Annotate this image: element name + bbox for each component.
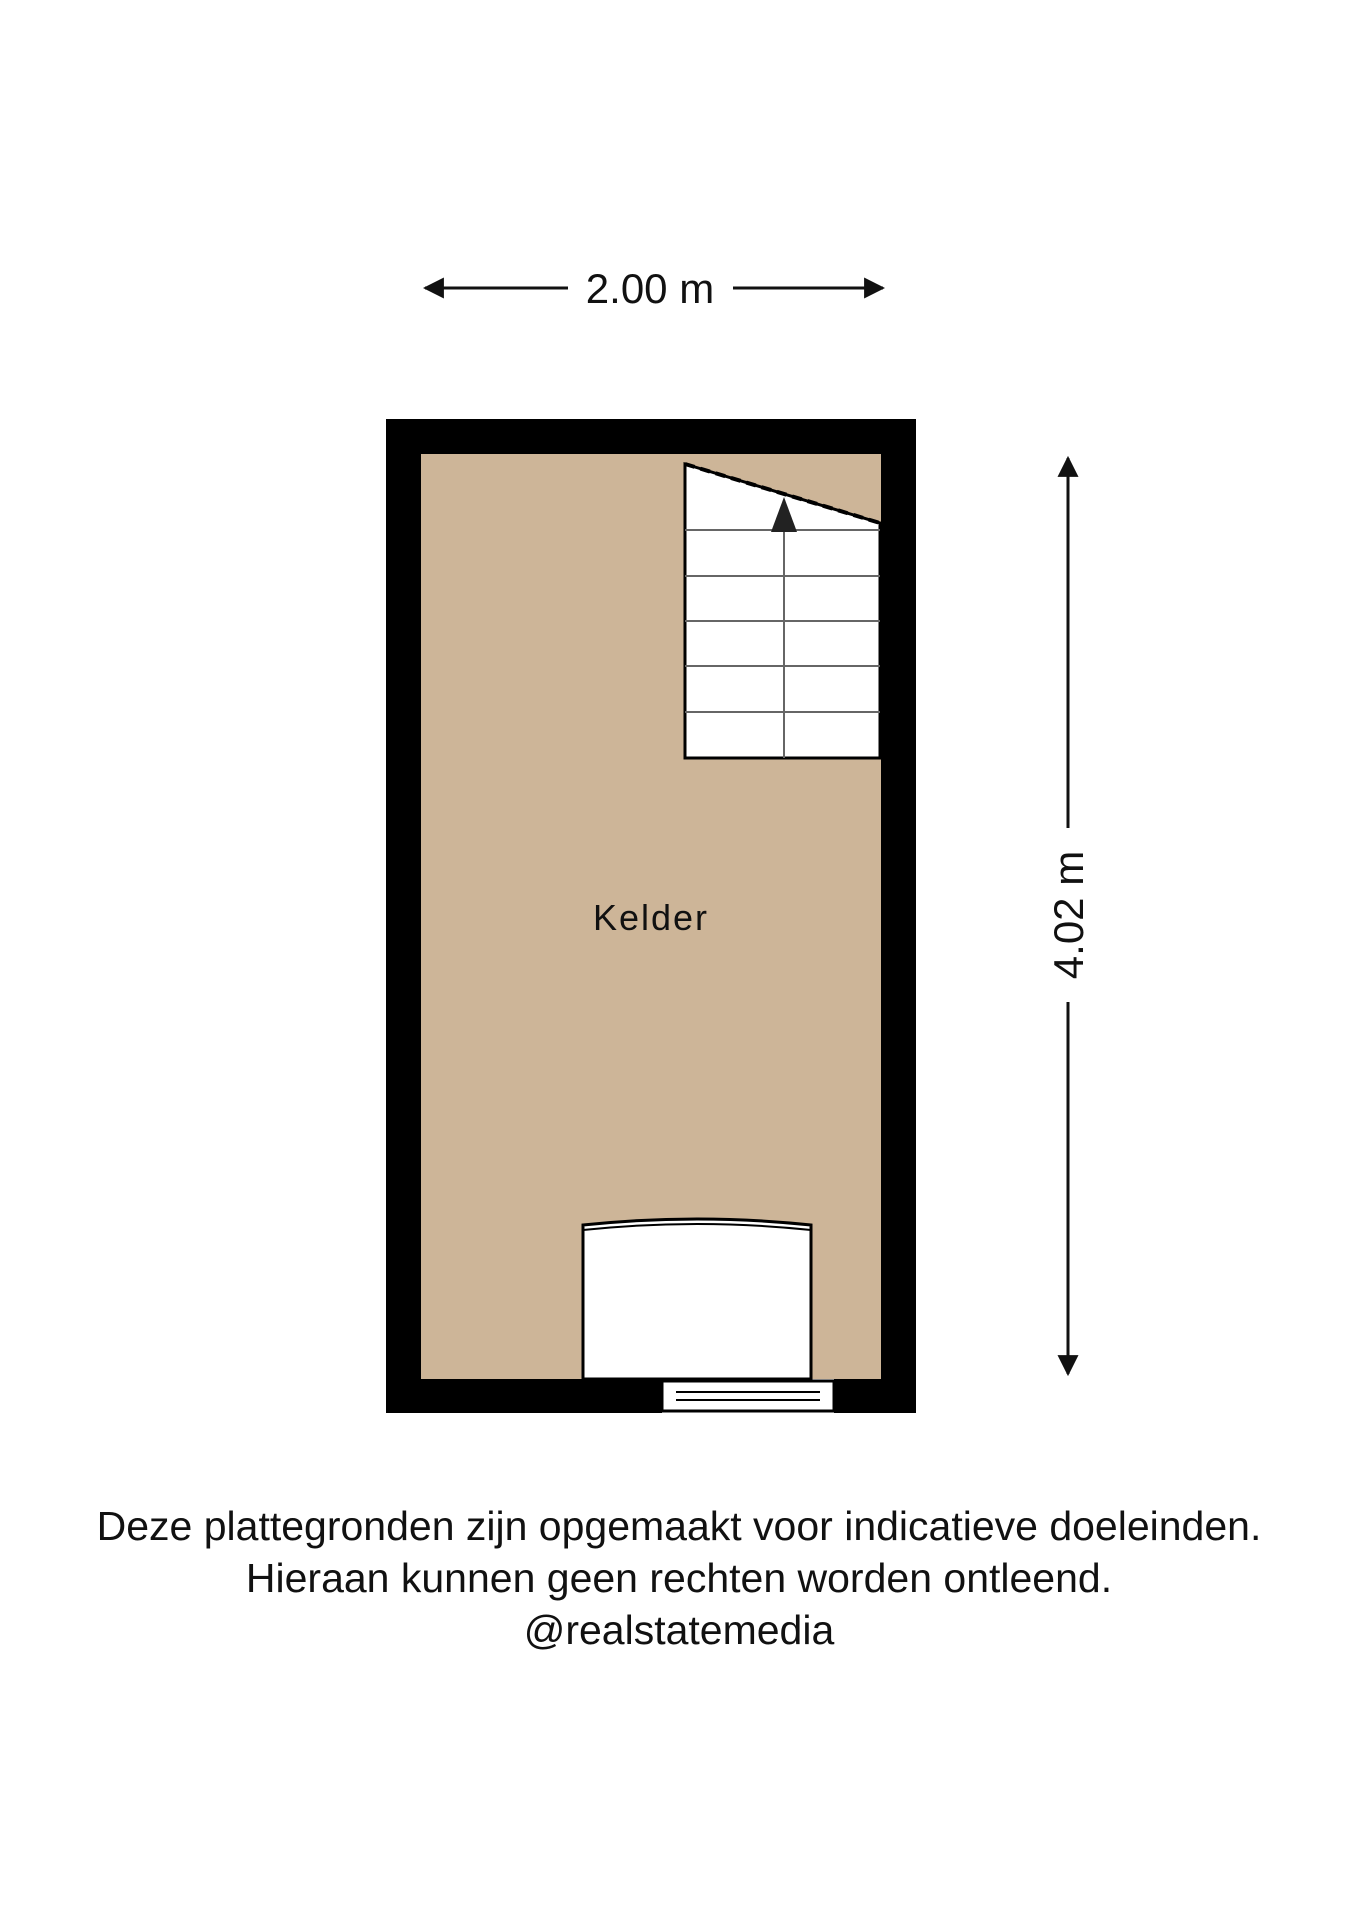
height-dimension-label: 4.02 m xyxy=(1045,850,1092,980)
room-label: Kelder xyxy=(592,897,710,938)
disclaimer xyxy=(0,1500,1358,1656)
bottom-opening-frame xyxy=(662,1381,834,1411)
bottom-opening xyxy=(662,1379,834,1413)
disclaimer-line-1: Deze plattegronden zijn opgemaakt voor indicatieve doeleinden. xyxy=(96,1503,1262,1549)
height-dimension xyxy=(1045,458,1092,1374)
disclaimer-line-2: Hieraan kunnen geen rechten worden ontleend. xyxy=(245,1555,1113,1601)
disclaimer-line-3: @realstatemedia xyxy=(523,1607,835,1653)
fixture-cabinet xyxy=(583,1219,811,1379)
width-dimension xyxy=(425,265,883,312)
width-dimension-label: 2.00 m xyxy=(585,265,715,312)
fixture-cabinet-body xyxy=(583,1219,811,1379)
